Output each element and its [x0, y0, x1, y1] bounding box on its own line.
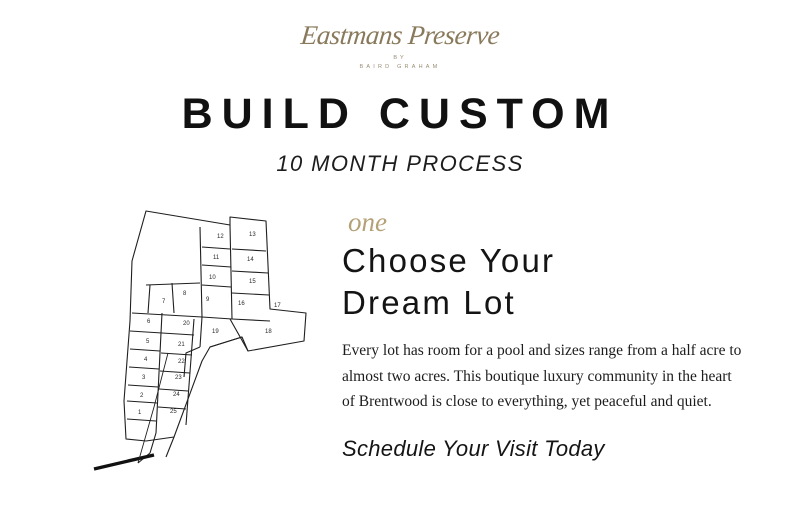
- svg-text:18: 18: [265, 329, 272, 335]
- step-number-label: one: [348, 207, 387, 237]
- svg-text:11: 11: [213, 255, 220, 261]
- svg-text:6: 6: [147, 319, 151, 325]
- svg-text:21: 21: [178, 342, 185, 348]
- brand-lockup: [0, 0, 800, 70]
- brand-name: Eastmans Preserve: [299, 20, 501, 50]
- svg-text:20: 20: [183, 321, 190, 327]
- step-title-line-2: Dream Lot: [342, 284, 516, 322]
- svg-text:12: 12: [217, 234, 224, 240]
- page-title: BUILD CUSTOM: [181, 90, 619, 138]
- svg-text:23: 23: [175, 375, 182, 381]
- svg-text:8: 8: [183, 291, 187, 297]
- page-subtitle: 10 MONTH PROCESS: [276, 151, 524, 176]
- map-column: [34, 201, 334, 471]
- svg-text:7: 7: [162, 299, 166, 305]
- svg-text:25: 25: [170, 409, 177, 415]
- svg-text:17: 17: [274, 303, 281, 309]
- text-column: [334, 201, 766, 471]
- site-plan-icon: [34, 201, 324, 471]
- svg-text:4: 4: [144, 357, 148, 363]
- svg-text:16: 16: [238, 301, 245, 307]
- step-body-copy: Every lot has room for a pool and sizes range from a half acre to almost two acres. This boutique luxury community in the heart of Brentwood is close to everything, yet peaceful and quiet.: [342, 342, 742, 410]
- brand-by-label: BY: [393, 55, 407, 61]
- svg-text:2: 2: [140, 393, 144, 399]
- svg-text:5: 5: [146, 339, 150, 345]
- step-title: [342, 240, 766, 324]
- svg-text:22: 22: [178, 359, 185, 365]
- svg-text:1: 1: [138, 410, 142, 416]
- cta-text: Schedule Your Visit Today: [342, 435, 605, 461]
- svg-text:9: 9: [206, 297, 210, 303]
- svg-text:10: 10: [209, 275, 216, 281]
- svg-text:3: 3: [142, 375, 146, 381]
- main-content: [0, 201, 800, 471]
- svg-text:14: 14: [247, 257, 254, 263]
- svg-text:19: 19: [212, 329, 219, 335]
- svg-text:24: 24: [173, 392, 180, 398]
- step-title-line-1: Choose Your: [342, 242, 556, 279]
- entry-road: [94, 455, 154, 469]
- svg-text:13: 13: [249, 232, 256, 238]
- brand-developer: BAIRD GRAHAM: [359, 64, 441, 70]
- site-plan-map: [34, 201, 324, 471]
- svg-text:15: 15: [249, 279, 256, 285]
